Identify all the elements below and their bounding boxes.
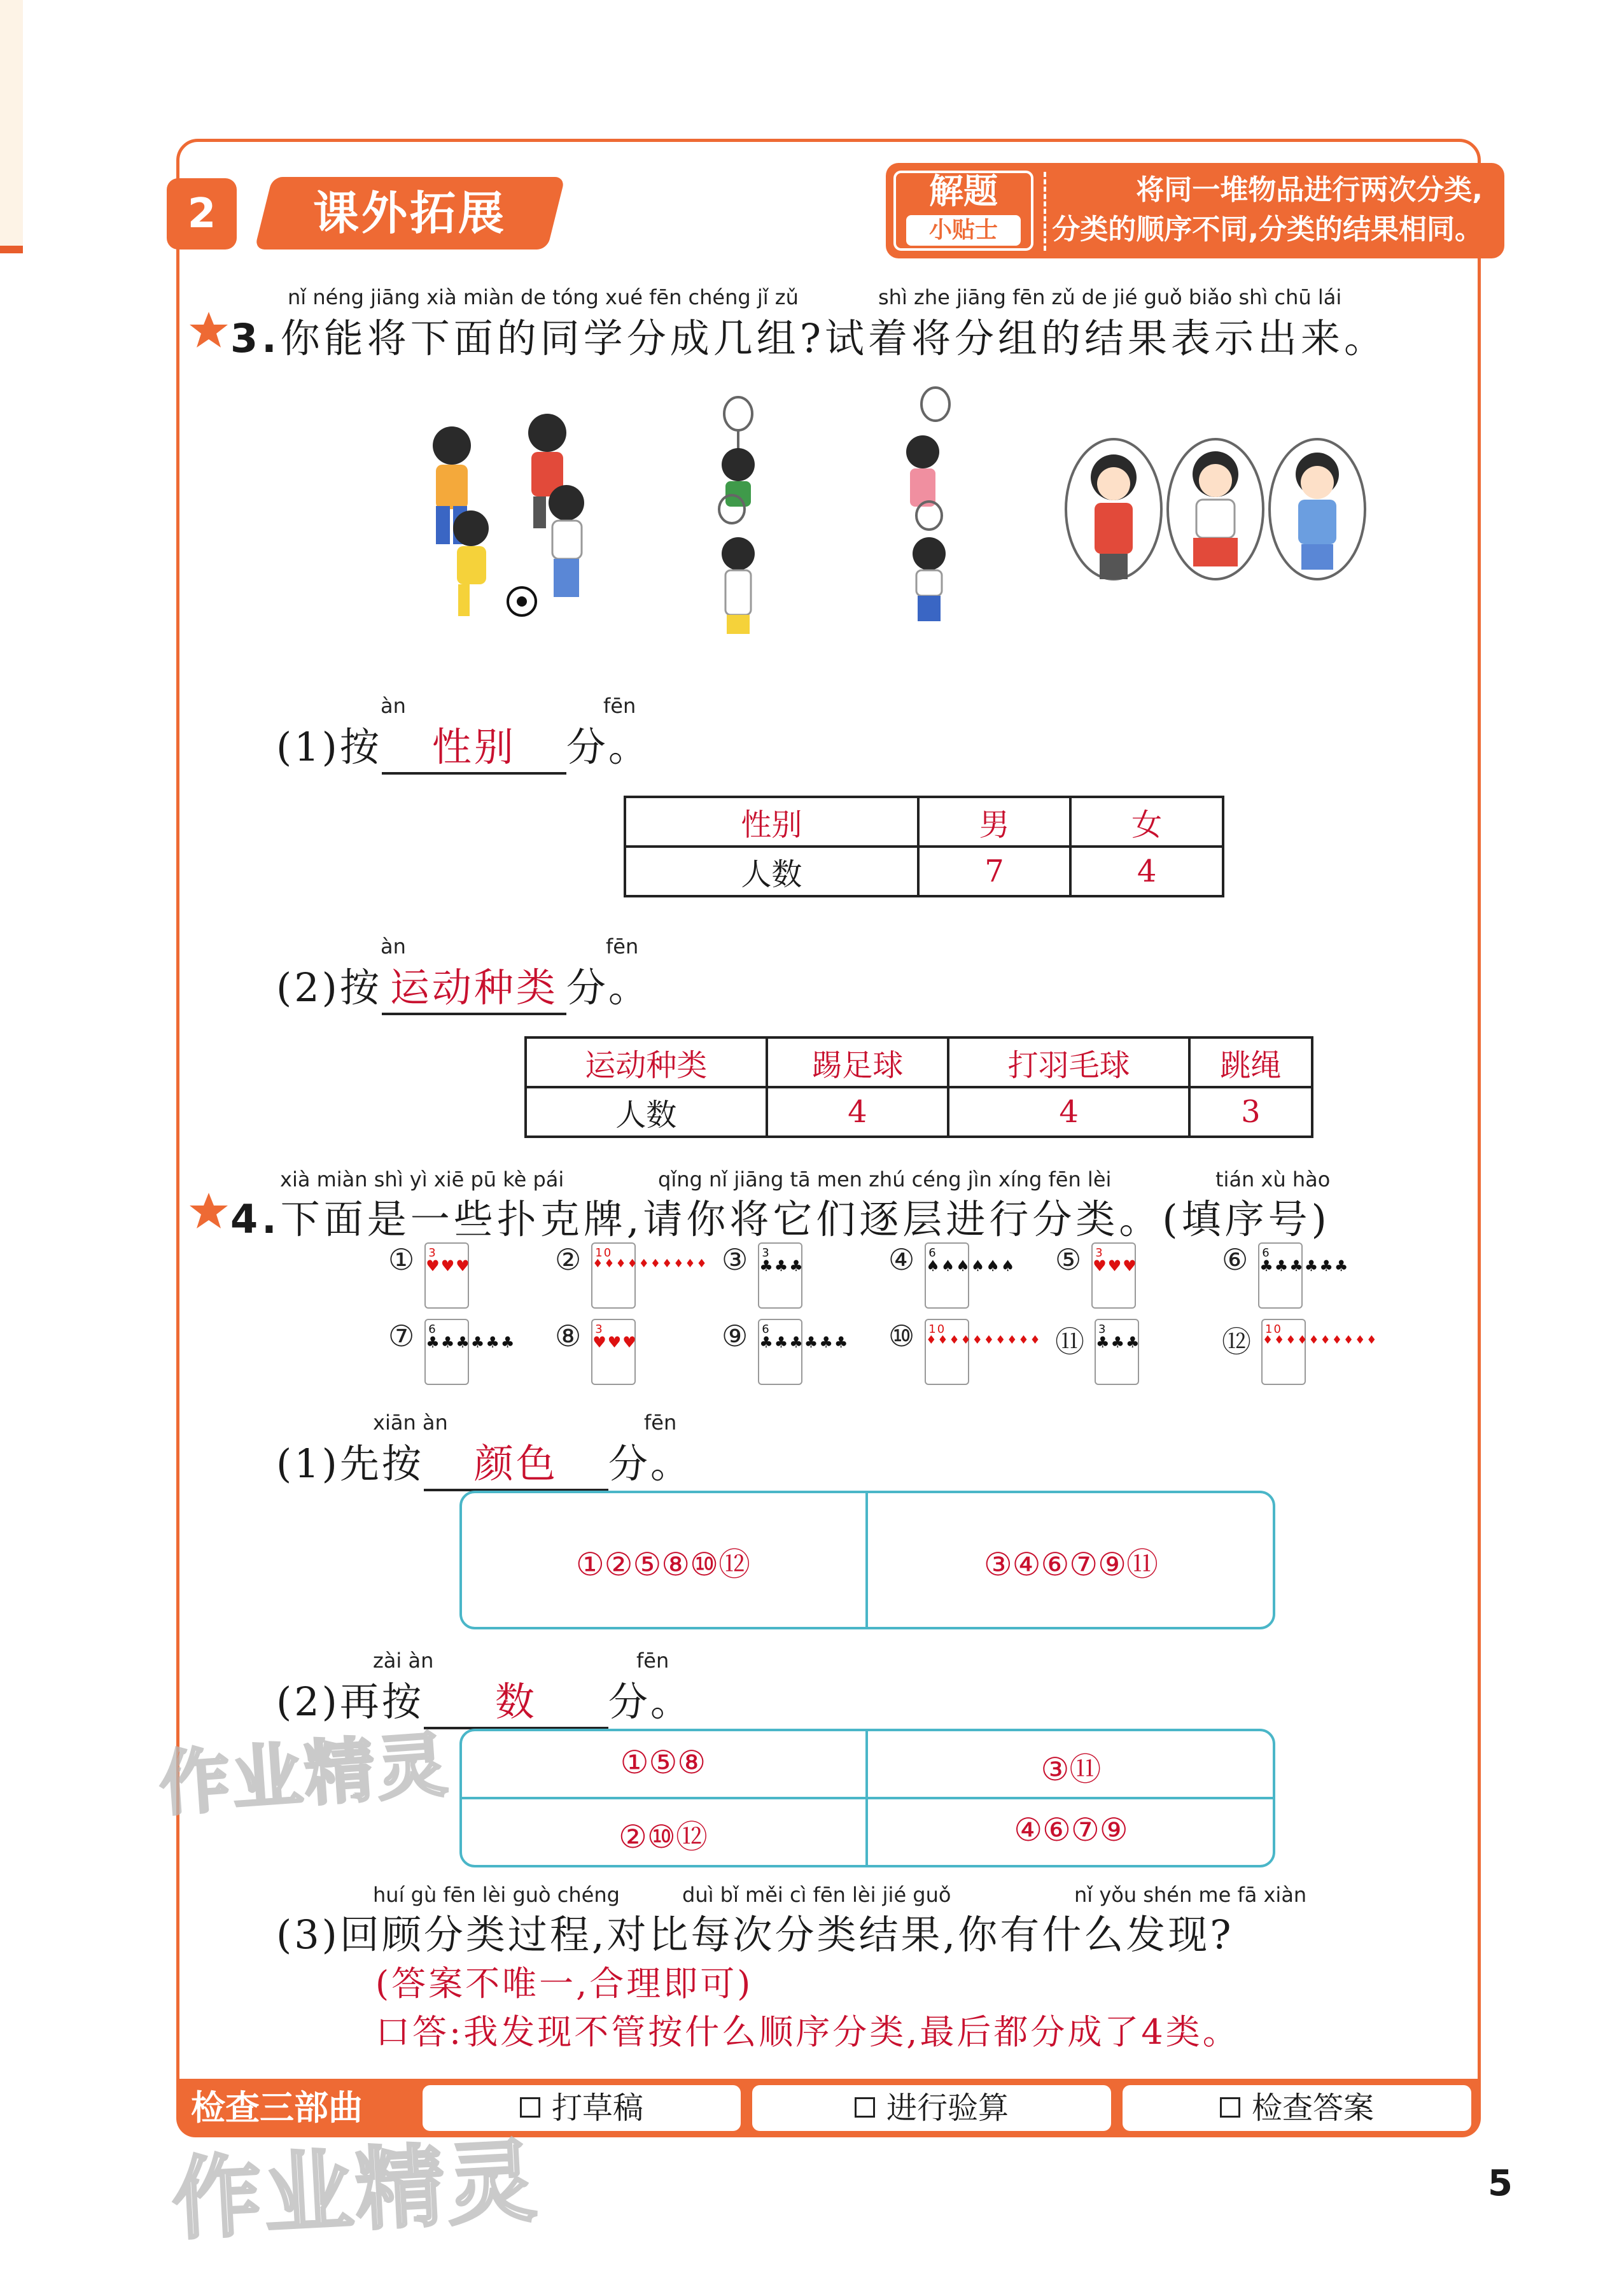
playing-card — [1261, 1319, 1378, 1385]
tip-label-top: 解题 — [929, 171, 998, 211]
q3-pinyin-1: nǐ néng jiāng xià miàn de tóng xué fēn chéng jǐ zǔ — [288, 285, 799, 309]
page-edge-strip — [0, 0, 23, 248]
q3p2-row-label: 人数 — [526, 1087, 767, 1137]
q4p2-group-black-b[interactable]: ④⑥⑦⑨ — [1014, 1811, 1128, 1848]
check-answer-label: 检查答案 — [1251, 2090, 1374, 2126]
card-index: ⑧ — [555, 1319, 582, 1353]
q3p2-header-2: 打羽毛球 — [948, 1037, 1189, 1087]
q4p1-suffix: 分。 — [608, 1440, 692, 1487]
q4p1-answer[interactable]: 颜色 — [424, 1432, 608, 1491]
playing-card-item — [388, 1319, 516, 1385]
playing-card — [758, 1319, 850, 1385]
q3p2-value-0[interactable]: 4 — [767, 1087, 949, 1137]
q3p2-header-1: 踢足球 — [767, 1037, 949, 1087]
jump-rope-kids-figure — [1066, 439, 1365, 579]
q3p1-answer[interactable]: 性别 — [382, 715, 566, 775]
q3p1-line — [276, 715, 650, 775]
card-index: ① — [388, 1242, 415, 1277]
q3-number: 3. — [230, 315, 281, 362]
card-index: ⑤ — [1055, 1242, 1082, 1277]
playing-card — [591, 1242, 708, 1309]
q4-star-icon — [188, 1192, 229, 1232]
q3p2-header-3: 跳绳 — [1189, 1037, 1312, 1087]
section-title: 课外拓展 — [312, 186, 507, 240]
card-pips: ♥♥♥ — [1093, 1257, 1138, 1275]
q3p1-suffix: 分。 — [566, 724, 650, 770]
card-index: ④ — [888, 1242, 915, 1277]
section-number: 2 — [167, 178, 237, 250]
q4-text: 下面是一些扑克牌,请你将它们逐层进行分类。(填序号) — [280, 1196, 1331, 1242]
card-face-value: 10 — [595, 1246, 613, 1260]
card-face-value: 6 — [928, 1246, 937, 1260]
card-pips: ♥♥♥ — [426, 1257, 471, 1275]
playing-card — [758, 1242, 802, 1309]
q4p2-pinyin-zai-an: zài àn — [373, 1649, 434, 1673]
page-number: 5 — [1488, 2163, 1513, 2204]
q4-pinyin-1: xià miàn shì yì xiē pū kè pái — [280, 1167, 564, 1192]
q3p1-pinyin-an: àn — [381, 694, 406, 718]
q4p3-question: (3)回顾分类过程,对比每次分类结果,你有什么发现? — [276, 1911, 1234, 1958]
q3p2-answer[interactable]: 运动种类 — [382, 956, 566, 1015]
q3p2-pinyin-fen: fēn — [606, 934, 639, 959]
q4p1-pinyin-xian-an: xiān àn — [373, 1410, 448, 1435]
q4p1-line — [276, 1432, 692, 1491]
playing-card — [591, 1319, 636, 1385]
q3p1-prefix: (1)按 — [276, 724, 382, 770]
q3p1-table — [624, 796, 1224, 897]
card-face-value: 3 — [762, 1246, 771, 1260]
q4p1-group-black[interactable]: ③④⑥⑦⑨⑪ — [983, 1546, 1159, 1583]
tip-line-1: 将同一堆物品进行两次分类, — [1136, 174, 1483, 206]
card-face-value: 6 — [762, 1323, 771, 1336]
playing-cards-grid — [388, 1242, 1378, 1395]
playing-card-item — [1222, 1242, 1350, 1309]
q3p2-table — [524, 1036, 1313, 1138]
checkbox-icon — [1220, 2097, 1240, 2118]
q4p2-pinyin-fen: fēn — [636, 1649, 669, 1673]
q4p1-prefix: (1)先按 — [276, 1440, 424, 1487]
card-index: ⑩ — [888, 1319, 915, 1353]
card-pips: ♣♣♣ — [759, 1257, 804, 1275]
playing-card-item — [1222, 1319, 1378, 1385]
q3p2-prefix: (2)按 — [276, 964, 382, 1011]
card-index: ⑥ — [1222, 1242, 1249, 1277]
playing-card-item — [555, 1319, 636, 1385]
card-pips: ♠♠♠♠♠♠ — [926, 1257, 1016, 1275]
card-face-value: 6 — [1262, 1246, 1271, 1260]
q3p2-suffix: 分。 — [566, 964, 650, 1011]
q3p1-pinyin-fen: fēn — [603, 694, 636, 718]
card-index: ⑨ — [722, 1319, 748, 1353]
q3p2-value-2[interactable]: 3 — [1189, 1087, 1312, 1137]
q4p2-group-red-b[interactable]: ②⑩⑫ — [619, 1818, 708, 1855]
q4-number: 4. — [230, 1196, 281, 1242]
card-face-value: 10 — [1265, 1323, 1282, 1336]
q4p2-group-red-a[interactable]: ①⑤⑧ — [620, 1744, 706, 1781]
playing-card — [1258, 1242, 1350, 1309]
badminton-kids-figure — [719, 388, 949, 634]
card-face-value: 3 — [1098, 1323, 1107, 1336]
card-pips: ♣♣♣ — [1096, 1333, 1141, 1351]
card-index: ⑦ — [388, 1319, 415, 1353]
check-draft-label: 打草稿 — [551, 2090, 643, 2126]
tip-text — [1018, 171, 1483, 250]
q3-text: 你能将下面的同学分成几组?试着将分组的结果表示出来。 — [280, 315, 1387, 362]
check-verify-label: 进行验算 — [886, 2090, 1009, 2126]
playing-card-item — [1055, 1242, 1136, 1309]
q4p1-group-red[interactable]: ①②⑤⑧⑩⑫ — [575, 1546, 751, 1583]
q4p3-answer[interactable]: 口答:我发现不管按什么顺序分类,最后都分成了4类。 — [375, 2012, 1240, 2052]
q3p1-header-1: 男 — [918, 797, 1071, 847]
card-pips: ♦♦♦♦♦♦♦♦♦♦ — [592, 1257, 708, 1270]
q3p1-header-2: 女 — [1070, 797, 1223, 847]
playing-card — [424, 1319, 516, 1385]
playing-card — [925, 1242, 1016, 1309]
playing-card-item — [722, 1242, 802, 1309]
card-index: ⑫ — [1222, 1325, 1251, 1359]
page-edge-accent — [0, 246, 23, 253]
q4p3-pinyin-1: huí gù fēn lèi guò chéng — [373, 1883, 620, 1907]
q4p2-suffix: 分。 — [608, 1678, 692, 1725]
q3p1-row-label: 人数 — [625, 847, 918, 896]
playing-card — [1095, 1319, 1139, 1385]
q3p2-pinyin-an: àn — [381, 934, 406, 959]
card-index: ② — [555, 1242, 582, 1277]
card-index: ⑪ — [1055, 1325, 1084, 1359]
playing-card-item — [388, 1242, 469, 1309]
q4p3-pinyin-3: nǐ yǒu shén me fā xiàn — [1074, 1883, 1307, 1907]
q3p1-value-1[interactable]: 4 — [1070, 847, 1223, 896]
q3p1-value-0[interactable]: 7 — [918, 847, 1071, 896]
card-face-value: 3 — [428, 1246, 437, 1260]
q3p2-value-1[interactable]: 4 — [948, 1087, 1189, 1137]
card-face-value: 3 — [1095, 1246, 1104, 1260]
playing-card-item — [722, 1319, 850, 1385]
card-pips: ♣♣♣♣♣♣ — [1259, 1257, 1350, 1275]
tip-line-2: 分类的顺序不同,分类的结果相同。 — [1052, 213, 1483, 246]
tip-label-bottom: 小贴士 — [906, 215, 1021, 246]
card-pips: ♣♣♣♣♣♣ — [759, 1333, 850, 1351]
q4p3-note: (答案不唯一,合理即可) — [375, 1964, 753, 2004]
check-answer-button[interactable] — [1123, 2085, 1471, 2131]
card-face-value: 6 — [428, 1323, 437, 1336]
q3p1-header-0: 性别 — [625, 797, 918, 847]
q3p2-line — [276, 956, 650, 1015]
card-pips: ♦♦♦♦♦♦♦♦♦♦ — [1263, 1333, 1378, 1347]
watermark-1: 作业精灵 — [157, 1724, 452, 1825]
watermark-2: 作业精灵 — [169, 2130, 542, 2253]
q4p3-pinyin-2: duì bǐ měi cì fēn lèi jié guǒ — [682, 1883, 951, 1907]
q4p2-group-black-a[interactable]: ③⑪ — [1040, 1751, 1102, 1788]
q3p2-header-0: 运动种类 — [526, 1037, 767, 1087]
card-pips: ♦♦♦♦♦♦♦♦♦♦ — [926, 1333, 1042, 1347]
card-pips: ♥♥♥ — [592, 1333, 638, 1351]
q4p2-prefix: (2)再按 — [276, 1678, 424, 1725]
q4p2-sort-divider-h — [461, 1797, 1274, 1799]
playing-card-item — [888, 1242, 1016, 1309]
playing-card — [1091, 1242, 1136, 1309]
card-pips: ♣♣♣♣♣♣ — [426, 1333, 516, 1351]
playing-card — [925, 1319, 1042, 1385]
children-illustration — [382, 382, 1400, 649]
playing-card-item — [888, 1319, 1042, 1385]
q4-question — [230, 1188, 1331, 1244]
playing-card — [424, 1242, 469, 1309]
q4-pinyin-3: tián xù hào — [1215, 1167, 1331, 1192]
q4-pinyin-2: qǐng nǐ jiāng tā men zhú céng jìn xíng fēn lèi — [658, 1167, 1112, 1192]
check-verify-button[interactable] — [752, 2085, 1111, 2131]
card-face-value: 3 — [595, 1323, 604, 1336]
q3-question — [230, 307, 1387, 363]
q4p2-answer[interactable]: 数 — [424, 1670, 608, 1729]
card-face-value: 10 — [928, 1323, 946, 1336]
checkbox-icon — [855, 2097, 875, 2118]
playing-card-item — [1055, 1319, 1139, 1385]
q4p1-pinyin-fen: fēn — [644, 1410, 677, 1435]
soccer-kids-figure — [433, 414, 584, 616]
playing-card-item — [555, 1242, 708, 1309]
check-footer-title: 检查三部曲 — [191, 2088, 363, 2128]
q3-pinyin-2: shì zhe jiāng fēn zǔ de jié guǒ biǎo shì chū lái — [878, 285, 1342, 309]
q3-star-icon — [188, 311, 229, 351]
card-index: ③ — [722, 1242, 748, 1277]
